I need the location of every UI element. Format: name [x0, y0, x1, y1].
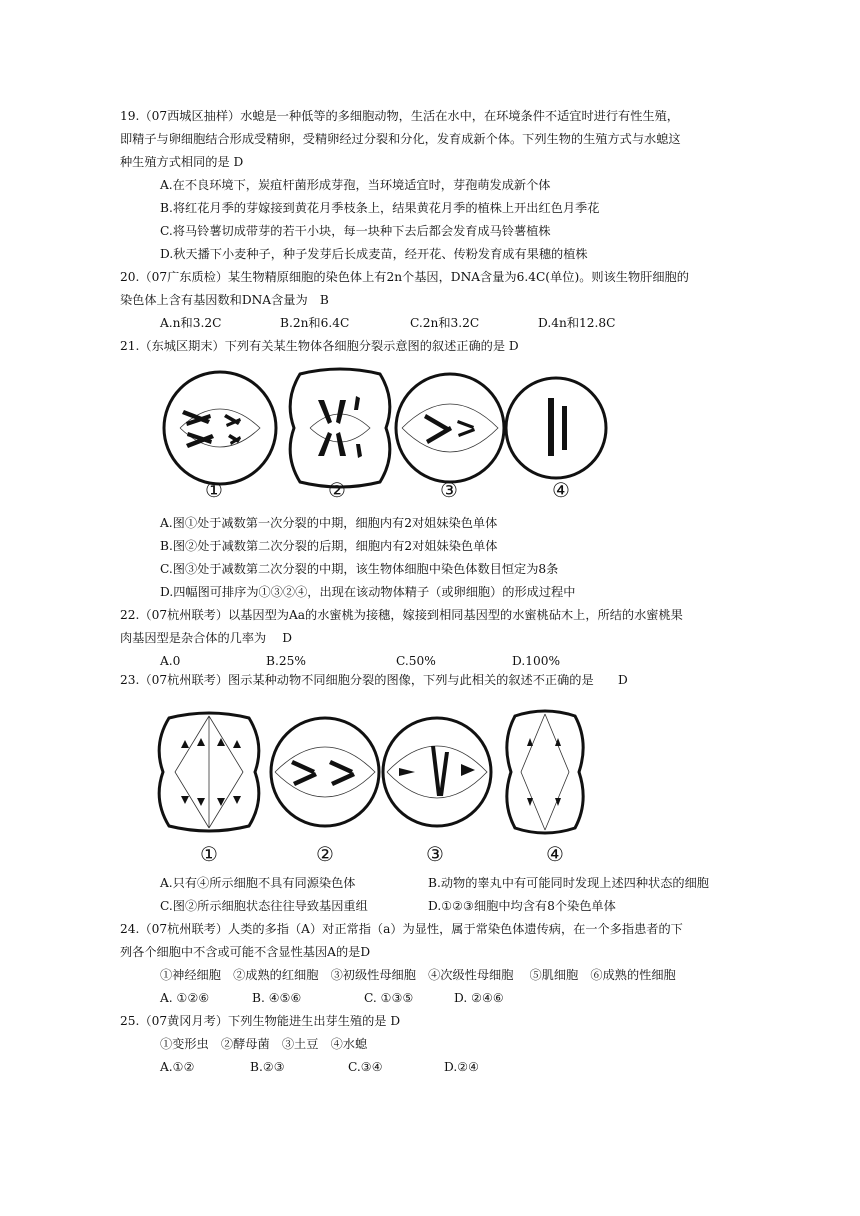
- q25-items: ①变形虫 ②酵母菌 ③土豆 ④水螅: [160, 1037, 368, 1051]
- q20-option-b: B.2n和6.4C: [280, 316, 350, 330]
- q23-fig-label-4: ④: [546, 842, 564, 866]
- q21-option-c: C.图③处于减数第二次分裂的中期，该生物体细胞中染色体数目恒定为8条: [160, 562, 559, 576]
- q25-option-b: B.②③: [250, 1060, 285, 1074]
- q22-option-a: A.0: [160, 654, 181, 668]
- q23-cell-1: [159, 713, 259, 831]
- q22-stem-line2: 肉基因型是杂合体的几率为 D: [120, 631, 293, 645]
- q19-option-b: B.将红花月季的芽嫁接到黄花月季枝条上，结果黄花月季的植株上开出红色月季花: [160, 201, 600, 215]
- q25-option-a: A.①②: [160, 1060, 195, 1074]
- q25-option-c: C.③④: [348, 1060, 383, 1074]
- q23-cell-3: [383, 718, 491, 826]
- q23-option-b: B.动物的睾丸中有可能同时发现上述四种状态的细胞: [428, 876, 709, 890]
- q20-option-c: C.2n和3.2C: [410, 316, 480, 330]
- q24-option-a: A. ①②⑥: [160, 991, 210, 1005]
- q21-option-b: B.图②处于减数第二次分裂的后期，细胞内有2对姐妹染色单体: [160, 539, 498, 553]
- q20-option-a: A.n和3.2C: [160, 316, 222, 330]
- q24-stem-line1: 24.（07杭州联考）人类的多指（A）对正常指（a）为显性，属于常染色体遗传病，在一个多指患者的下: [120, 922, 683, 936]
- q21-stem: 21.（东城区期末）下列有关某生物体各细胞分裂示意图的叙述正确的是 D: [120, 339, 519, 353]
- q20-option-d: D.4n和12.8C: [538, 316, 616, 330]
- q23-option-d: D.①②③细胞中均含有8个染色单体: [428, 899, 616, 913]
- q24-option-d: D. ②④⑥: [454, 991, 504, 1005]
- q23-option-c: C.图②所示细胞状态往往导致基因重组: [160, 899, 368, 913]
- q19-stem-line3: 种生殖方式相同的是 D: [120, 155, 244, 169]
- q19-option-d: D.秋天播下小麦种子，种子发芽后长成麦苗，经开花、传粉发育成有果穗的植株: [160, 247, 588, 261]
- q21-fig-label-1: ①: [205, 478, 223, 502]
- q19-stem-line2: 即精子与卵细胞结合形成受精卵，受精卵经过分裂和分化，发育成新个体。下列生物的生殖方式与水螅这: [120, 132, 681, 146]
- q21-fig-label-4: ④: [552, 478, 570, 502]
- q23-cell-figure: [155, 702, 605, 842]
- q22-option-c: C.50%: [396, 654, 436, 668]
- q23-stem: 23.（07杭州联考）图示某种动物不同细胞分裂的图像，下列与此相关的叙述不正确的是 D: [120, 673, 628, 687]
- q23-fig-label-3: ③: [426, 842, 444, 866]
- q24-option-c: C. ①③⑤: [364, 991, 414, 1005]
- q24-option-b: B. ④⑤⑥: [252, 991, 302, 1005]
- q23-fig-label-2: ②: [316, 842, 334, 866]
- q24-items: ①神经细胞 ②成熟的红细胞 ③初级性母细胞 ④次级性母细胞 ⑤肌细胞 ⑥成熟的性细胞: [160, 968, 676, 982]
- q23-cell-4: [507, 711, 583, 833]
- q20-stem-line2: 染色体上含有基因数和DNA含量为 B: [120, 293, 329, 307]
- q21-fig-label-3: ③: [440, 478, 458, 502]
- q21-cell-3: [396, 374, 504, 482]
- q21-cell-1: [164, 372, 276, 484]
- q21-fig-label-2: ②: [328, 478, 346, 502]
- q19-option-a: A.在不良环境下，炭疽杆菌形成芽孢，当环境适宜时，芽孢萌发成新个体: [160, 178, 551, 192]
- q23-option-a: A.只有④所示细胞不具有同源染色体: [160, 876, 356, 890]
- q21-option-d: D.四幅图可排序为①③②④，出现在该动物体精子（或卵细胞）的形成过程中: [160, 585, 576, 599]
- q25-option-d: D.②④: [444, 1060, 480, 1074]
- q22-option-d: D.100%: [512, 654, 561, 668]
- q20-stem-line1: 20.（07广东质检）某生物精原细胞的染色体上有2n个基因，DNA含量为6.4C(单位)。则该生物肝细胞的: [120, 270, 689, 284]
- q25-stem: 25.（07黄冈月考）下列生物能进生出芽生殖的是 D: [120, 1014, 401, 1028]
- q19-option-c: C.将马铃薯切成带芽的若干小块，每一块种下去后都会发育成马铃薯植株: [160, 224, 551, 238]
- q24-stem-line2: 列各个细胞中不含或可能不含显性基因A的是D: [120, 945, 371, 959]
- q22-option-b: B.25%: [266, 654, 306, 668]
- q21-cell-4: [506, 378, 606, 478]
- q21-option-a: A.图①处于减数第一次分裂的中期，细胞内有2对姐妹染色单体: [160, 516, 498, 530]
- q22-stem-line1: 22.（07杭州联考）以基因型为Aa的水蜜桃为接穗，嫁接到相同基因型的水蜜桃砧木上，所结的水蜜桃果: [120, 608, 683, 622]
- q23-fig-label-1: ①: [200, 842, 218, 866]
- q23-cell-2: [271, 718, 379, 826]
- q19-stem-line1: 19.（07西城区抽样）水螅是一种低等的多细胞动物，生活在水中，在环境条件不适宜时进行有性生殖，: [120, 109, 679, 123]
- q21-cell-2: [290, 369, 390, 487]
